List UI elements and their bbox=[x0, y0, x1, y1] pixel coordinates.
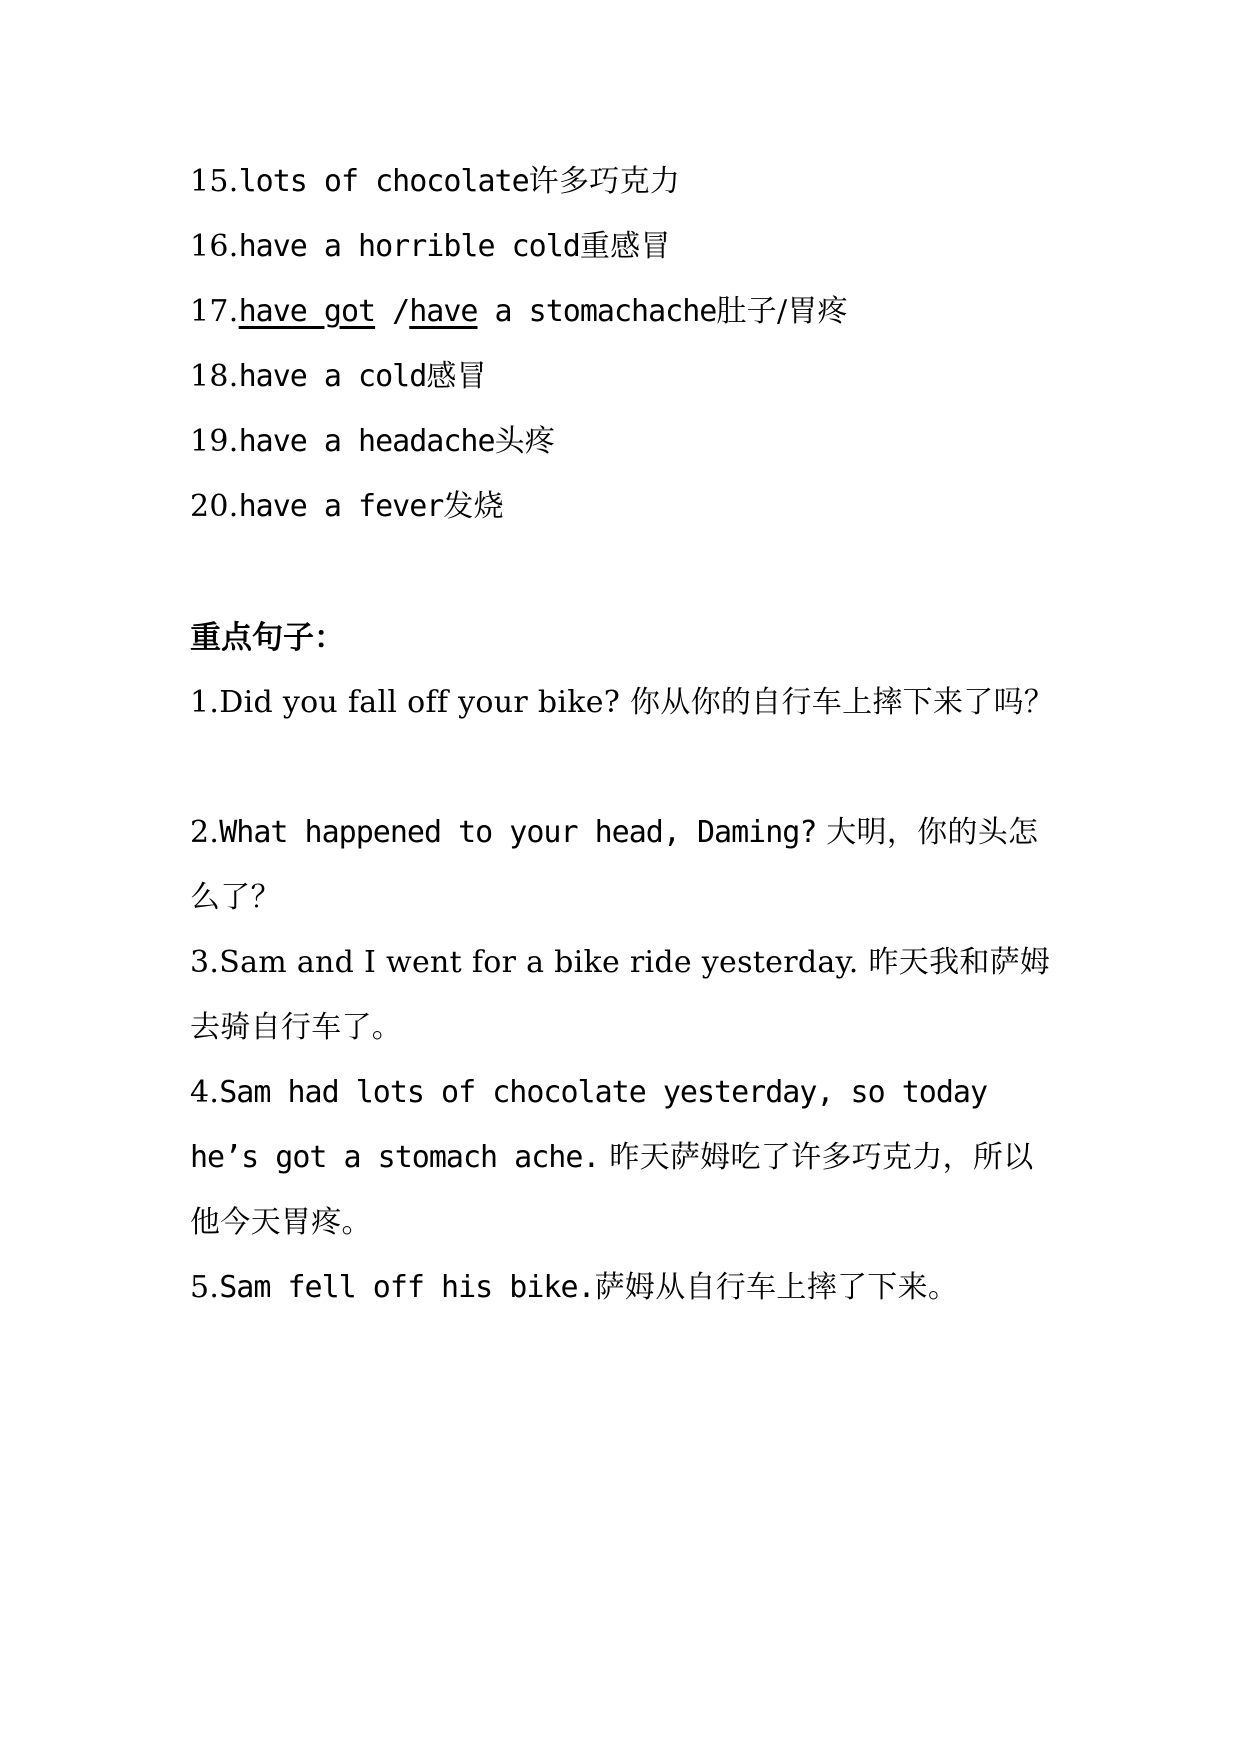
sentence-number: 5. bbox=[190, 1270, 220, 1305]
vocab-item-17 bbox=[190, 292, 848, 332]
sentence-chinese: 大明，你的头怎么了？ bbox=[190, 815, 1039, 915]
sentence-item-3 bbox=[190, 930, 1060, 1060]
sentence-english: Did you fall off your bike? bbox=[219, 685, 621, 720]
sentence-number: 1. bbox=[190, 685, 220, 720]
vocab-english: have a fever bbox=[238, 489, 444, 524]
sentence-number: 2. bbox=[190, 815, 220, 850]
vocab-english: have a cold bbox=[238, 359, 427, 394]
vocab-item-19 bbox=[190, 422, 555, 462]
vocab-number: 20. bbox=[190, 489, 239, 524]
vocab-item-20 bbox=[190, 487, 504, 527]
vocab-number: 19. bbox=[190, 424, 239, 459]
vocab-english: have a horrible cold bbox=[238, 229, 580, 264]
vocab-chinese: 感冒 bbox=[426, 359, 487, 394]
sentence-item-2 bbox=[190, 800, 1060, 930]
sentence-item-5 bbox=[190, 1255, 1060, 1320]
vocab-item-15 bbox=[190, 162, 680, 202]
vocab-number: 18. bbox=[190, 359, 239, 394]
vocab-english: have a headache bbox=[238, 424, 495, 459]
sentence-english: Sam had lots of chocolate yesterday, so today he’s got a stomach ache. bbox=[190, 1075, 988, 1175]
sentence-item-1 bbox=[190, 670, 1060, 735]
vocab-chinese: 重感冒 bbox=[579, 229, 671, 264]
sentence-number: 3. bbox=[190, 945, 220, 980]
vocab-chinese: 许多巧克力 bbox=[528, 164, 681, 199]
vocab-english-underlined: have got bbox=[238, 294, 376, 329]
vocab-item-18 bbox=[190, 357, 487, 397]
sentence-chinese: 你从你的自行车上摔下来了吗？ bbox=[629, 685, 1055, 720]
sentence-chinese: 萨姆从自行车上摔了下来。 bbox=[594, 1270, 959, 1305]
vocab-chinese: 肚子/胃疼 bbox=[716, 294, 848, 329]
sentence-english: Sam fell off his bike. bbox=[219, 1270, 595, 1305]
section-title: 重点句子： bbox=[190, 620, 345, 656]
vocab-number: 17. bbox=[190, 294, 239, 329]
sentence-english: Sam and I went for a bike ride yesterday. bbox=[219, 945, 859, 980]
vocab-number: 15. bbox=[190, 164, 239, 199]
vocab-english-underlined: have bbox=[409, 294, 478, 329]
sentence-chinese: 昨天萨姆吃了许多巧克力，所以他今天胃疼。 bbox=[190, 1140, 1034, 1240]
vocab-chinese: 发烧 bbox=[443, 489, 504, 524]
vocab-number: 16. bbox=[190, 229, 239, 264]
sentence-item-4 bbox=[190, 1060, 1060, 1255]
sentence-english: What happened to your head, Daming? bbox=[219, 815, 817, 850]
vocab-separator: / bbox=[375, 294, 410, 329]
sentence-chinese: 昨天我和萨姆去骑自行车了。 bbox=[190, 945, 1051, 1045]
vocab-chinese: 头疼 bbox=[494, 424, 556, 459]
vocab-english: a stomachache bbox=[477, 294, 717, 329]
vocab-english: lots of chocolate bbox=[238, 164, 529, 199]
sentence-number: 4. bbox=[190, 1075, 220, 1110]
vocab-item-16 bbox=[190, 227, 671, 267]
